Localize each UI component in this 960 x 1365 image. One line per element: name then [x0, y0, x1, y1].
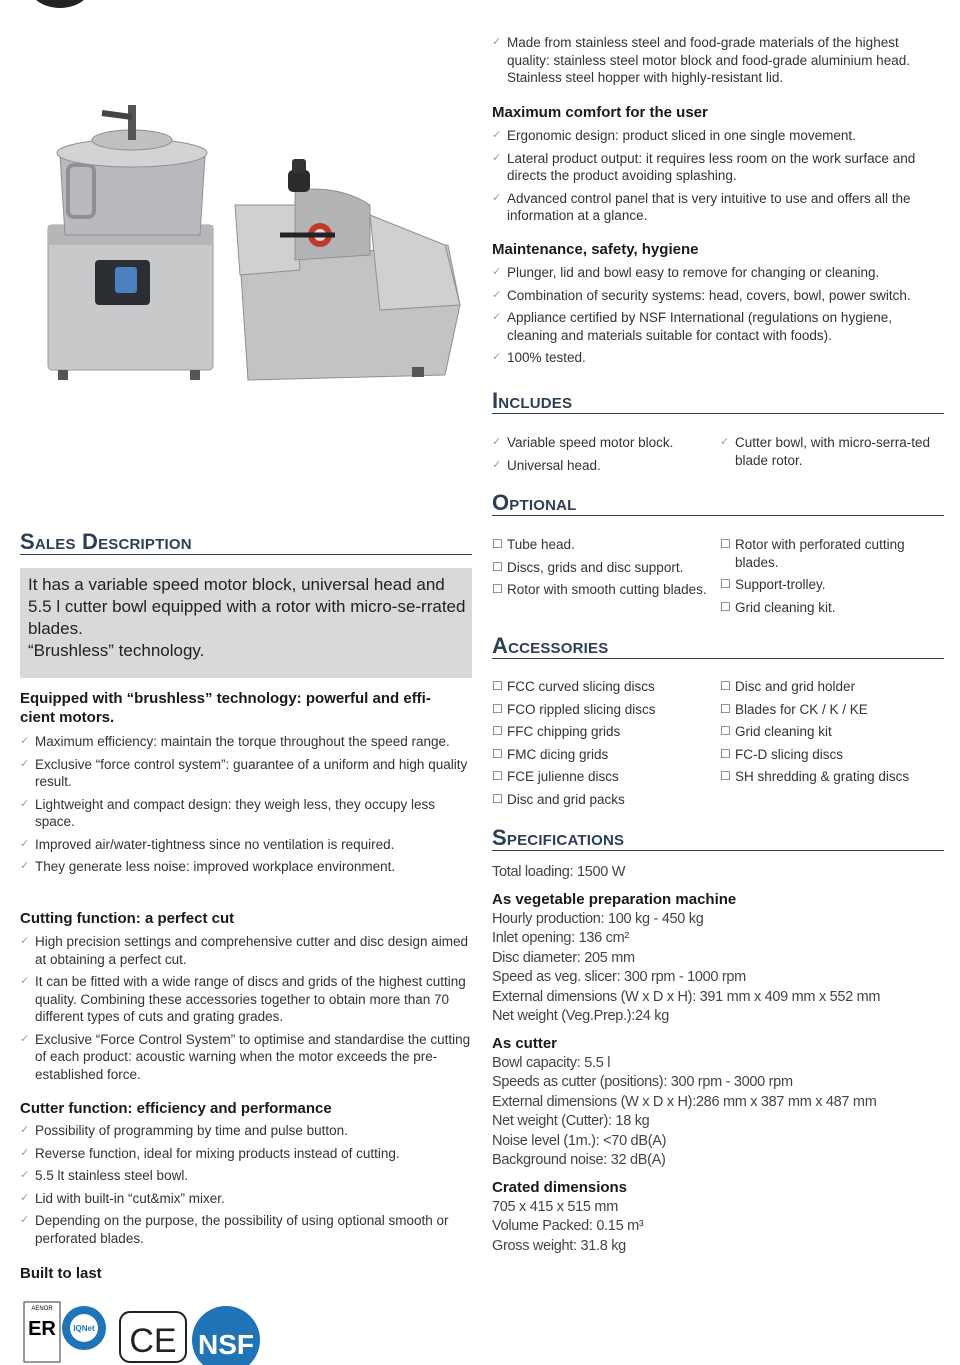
- spec-line: Volume Packed: 0.15 m³: [492, 1218, 644, 1234]
- list-item: ☐ Discs, grids and disc support.: [492, 559, 718, 577]
- list-item: ☐ Disc and grid packs: [492, 791, 718, 809]
- list-item: ☐ FCC curved slicing discs: [492, 678, 718, 696]
- cutting-title: Cutting function: a perfect cut: [20, 910, 235, 927]
- sales-description-box: [20, 568, 472, 678]
- list-item: ✓ Improved air/water-tightness since no ventilation is required.: [20, 836, 472, 854]
- veg-title: As vegetable preparation machine: [492, 890, 737, 908]
- svg-text:ER: ER: [28, 1318, 56, 1340]
- list-item: ✓ Advanced control panel that is very intuitive to use and offers all the information at a glance.: [492, 190, 944, 225]
- sales-body-2: “Brushless” technology.: [28, 641, 205, 660]
- accessories-heading: Accessories: [492, 634, 944, 659]
- specifications-heading: Specifications: [492, 826, 944, 851]
- optional-list: [492, 536, 944, 621]
- list-item: ✓ Maximum efficiency: maintain the torque throughout the speed range.: [20, 733, 472, 751]
- list-item: ✓ High precision settings and comprehensive cutter and disc design aimed at obtaining a perfect cut.: [20, 933, 472, 968]
- product-image: [40, 95, 465, 385]
- list-item: ✓ Plunger, lid and bowl easy to remove for changing or cleaning.: [492, 264, 944, 282]
- comfort-list: [492, 127, 944, 230]
- list-item: ✓ Made from stainless steel and food-grade materials of the highest quality: stainless steel motor block and food-grade aluminium head. Stainless steel hopper with highly-resistant lid.: [492, 34, 944, 87]
- list-item: ☐ Grid cleaning kit: [720, 723, 944, 741]
- sales-description-heading: Sales Description: [20, 530, 472, 555]
- crated-title: Crated dimensions: [492, 1178, 628, 1196]
- list-item: ✓ Lateral product output: it requires less room on the work surface and directs the product avoiding splashing.: [492, 150, 944, 185]
- spec-line: Net weight (Cutter): 18 kg: [492, 1113, 650, 1129]
- list-item: ✓ Variable speed motor block.: [492, 434, 718, 452]
- spec-line: Noise level (1m.): <70 dB(A): [492, 1132, 667, 1149]
- list-item: ☐ SH shredding & grating discs: [720, 768, 944, 786]
- list-item: ☐ Support-trolley.: [720, 576, 944, 594]
- nsf-logo: [192, 1306, 260, 1365]
- ce-logo: [120, 1312, 186, 1362]
- spec-line: Bowl capacity: 5.5 l: [492, 1054, 611, 1071]
- list-item: ✓ Exclusive “Force Control System” to optimise and standardise the cutting of each product: acoustic warning when the motor exceeds the pre-established force.: [20, 1031, 472, 1084]
- list-item: ✓ Ergonomic design: product sliced in one single movement.: [492, 127, 944, 145]
- corner-decoration: [28, 0, 92, 8]
- list-item: ☐ FCE julienne discs: [492, 768, 718, 786]
- list-item: ✓ Exclusive “force control system”: guarantee of a uniform and high quality result.: [20, 756, 472, 791]
- list-item: ✓ 5.5 lt stainless steel bowl.: [20, 1167, 472, 1185]
- spec-line: Background noise: 32 dB(A): [492, 1152, 666, 1168]
- svg-text:CE: CE: [129, 1322, 177, 1360]
- list-item: ✓ Lid with built-in “cut&mix” mixer.: [20, 1190, 472, 1208]
- brushless-title: Equipped with “brushless” technology: powerful and effi-cient motors.: [20, 690, 431, 726]
- sales-body: It has a variable speed motor block, universal head and 5.5 l cutter bowl equipped with a rotor with micro-se-rrated blades.: [28, 575, 466, 638]
- intro-list: [492, 34, 944, 92]
- svg-text:NSF: NSF: [198, 1329, 254, 1360]
- spec-line: Net weight (Veg.Prep.):24 kg: [492, 1008, 669, 1024]
- list-item: ☐ Rotor with smooth cutting blades.: [492, 581, 718, 599]
- spec-line: External dimensions (W x D x H): 391 mm x 409 mm x 552 mm: [492, 988, 881, 1005]
- svg-text:AENOR: AENOR: [31, 1306, 53, 1312]
- list-item: ✓ Appliance certified by NSF International (regulations on hygiene, cleaning and materials suitable for contact with foods).: [492, 309, 944, 344]
- list-item: ✓ It can be fitted with a wide range of discs and grids of the highest cutting quality. Combining these accessories together to obtain more than 70 different types of cuts and grating grades.: [20, 973, 472, 1026]
- certification-logos: [22, 1300, 282, 1365]
- maintenance-title: Maintenance, safety, hygiene: [492, 241, 699, 258]
- list-item: ☐ Grid cleaning kit.: [720, 599, 944, 617]
- list-item: ✓ 100% tested.: [492, 349, 944, 367]
- total-loading: Total loading: 1500 W: [492, 864, 626, 880]
- list-item: ✓ Combination of security systems: head, covers, bowl, power switch.: [492, 287, 944, 305]
- maintenance-list: [492, 264, 944, 372]
- cutter-function-title: Cutter function: efficiency and performance: [20, 1100, 332, 1117]
- includes-list: [492, 434, 944, 479]
- list-item: ✓ Depending on the purpose, the possibility of using optional smooth or perforated blades.: [20, 1212, 472, 1247]
- svg-text:IQNet: IQNet: [73, 1324, 95, 1333]
- list-item: ✓ Reverse function, ideal for mixing products instead of cutting.: [20, 1145, 472, 1163]
- brushless-list: [20, 733, 472, 881]
- specifications-body: [492, 863, 944, 1256]
- spec-line: 705 x 415 x 515 mm: [492, 1198, 618, 1215]
- list-item: ✓ Possibility of programming by time and pulse button.: [20, 1122, 472, 1140]
- spec-line: Speed as veg. slicer: 300 rpm - 1000 rpm: [492, 969, 746, 985]
- cutter-function-list: [20, 1122, 472, 1252]
- aenor-logo: [24, 1302, 60, 1362]
- iqnet-logo: [62, 1306, 106, 1350]
- list-item: ✓ Cutter bowl, with micro-serra-ted blade rotor.: [720, 434, 944, 469]
- spec-line: Inlet opening: 136 cm²: [492, 930, 629, 946]
- cutting-list: [20, 933, 472, 1088]
- list-item: ☐ Tube head.: [492, 536, 718, 554]
- list-item: ☐ FCO rippled slicing discs: [492, 701, 718, 719]
- list-item: ✓ Universal head.: [492, 457, 718, 475]
- includes-heading: Includes: [492, 389, 944, 414]
- spec-line: Gross weight: 31.8 kg: [492, 1237, 626, 1254]
- list-item: ☐ FC-D slicing discs: [720, 746, 944, 764]
- comfort-title: Maximum comfort for the user: [492, 104, 708, 121]
- list-item: ✓ Lightweight and compact design: they weigh less, they occupy less space.: [20, 796, 472, 831]
- spec-line: Disc diameter: 205 mm: [492, 949, 635, 966]
- list-item: ✓ They generate less noise: improved workplace environment.: [20, 858, 472, 876]
- built-to-last-title: Built to last: [20, 1265, 102, 1282]
- list-item: ☐ FMC dicing grids: [492, 746, 718, 764]
- list-item: ☐ Disc and grid holder: [720, 678, 944, 696]
- accessories-list: [492, 678, 944, 813]
- optional-heading: Optional: [492, 491, 944, 516]
- cutter-title: As cutter: [492, 1034, 558, 1052]
- spec-line: Speeds as cutter (positions): 300 rpm - 3000 rpm: [492, 1074, 793, 1090]
- spec-line: External dimensions (W x D x H):286 mm x 387 mm x 487 mm: [492, 1093, 877, 1110]
- list-item: ☐ Rotor with perforated cutting blades.: [720, 536, 944, 571]
- list-item: ☐ Blades for CK / K / KE: [720, 701, 944, 719]
- list-item: ☐ FFC chipping grids: [492, 723, 718, 741]
- spec-line: Hourly production: 100 kg - 450 kg: [492, 910, 704, 927]
